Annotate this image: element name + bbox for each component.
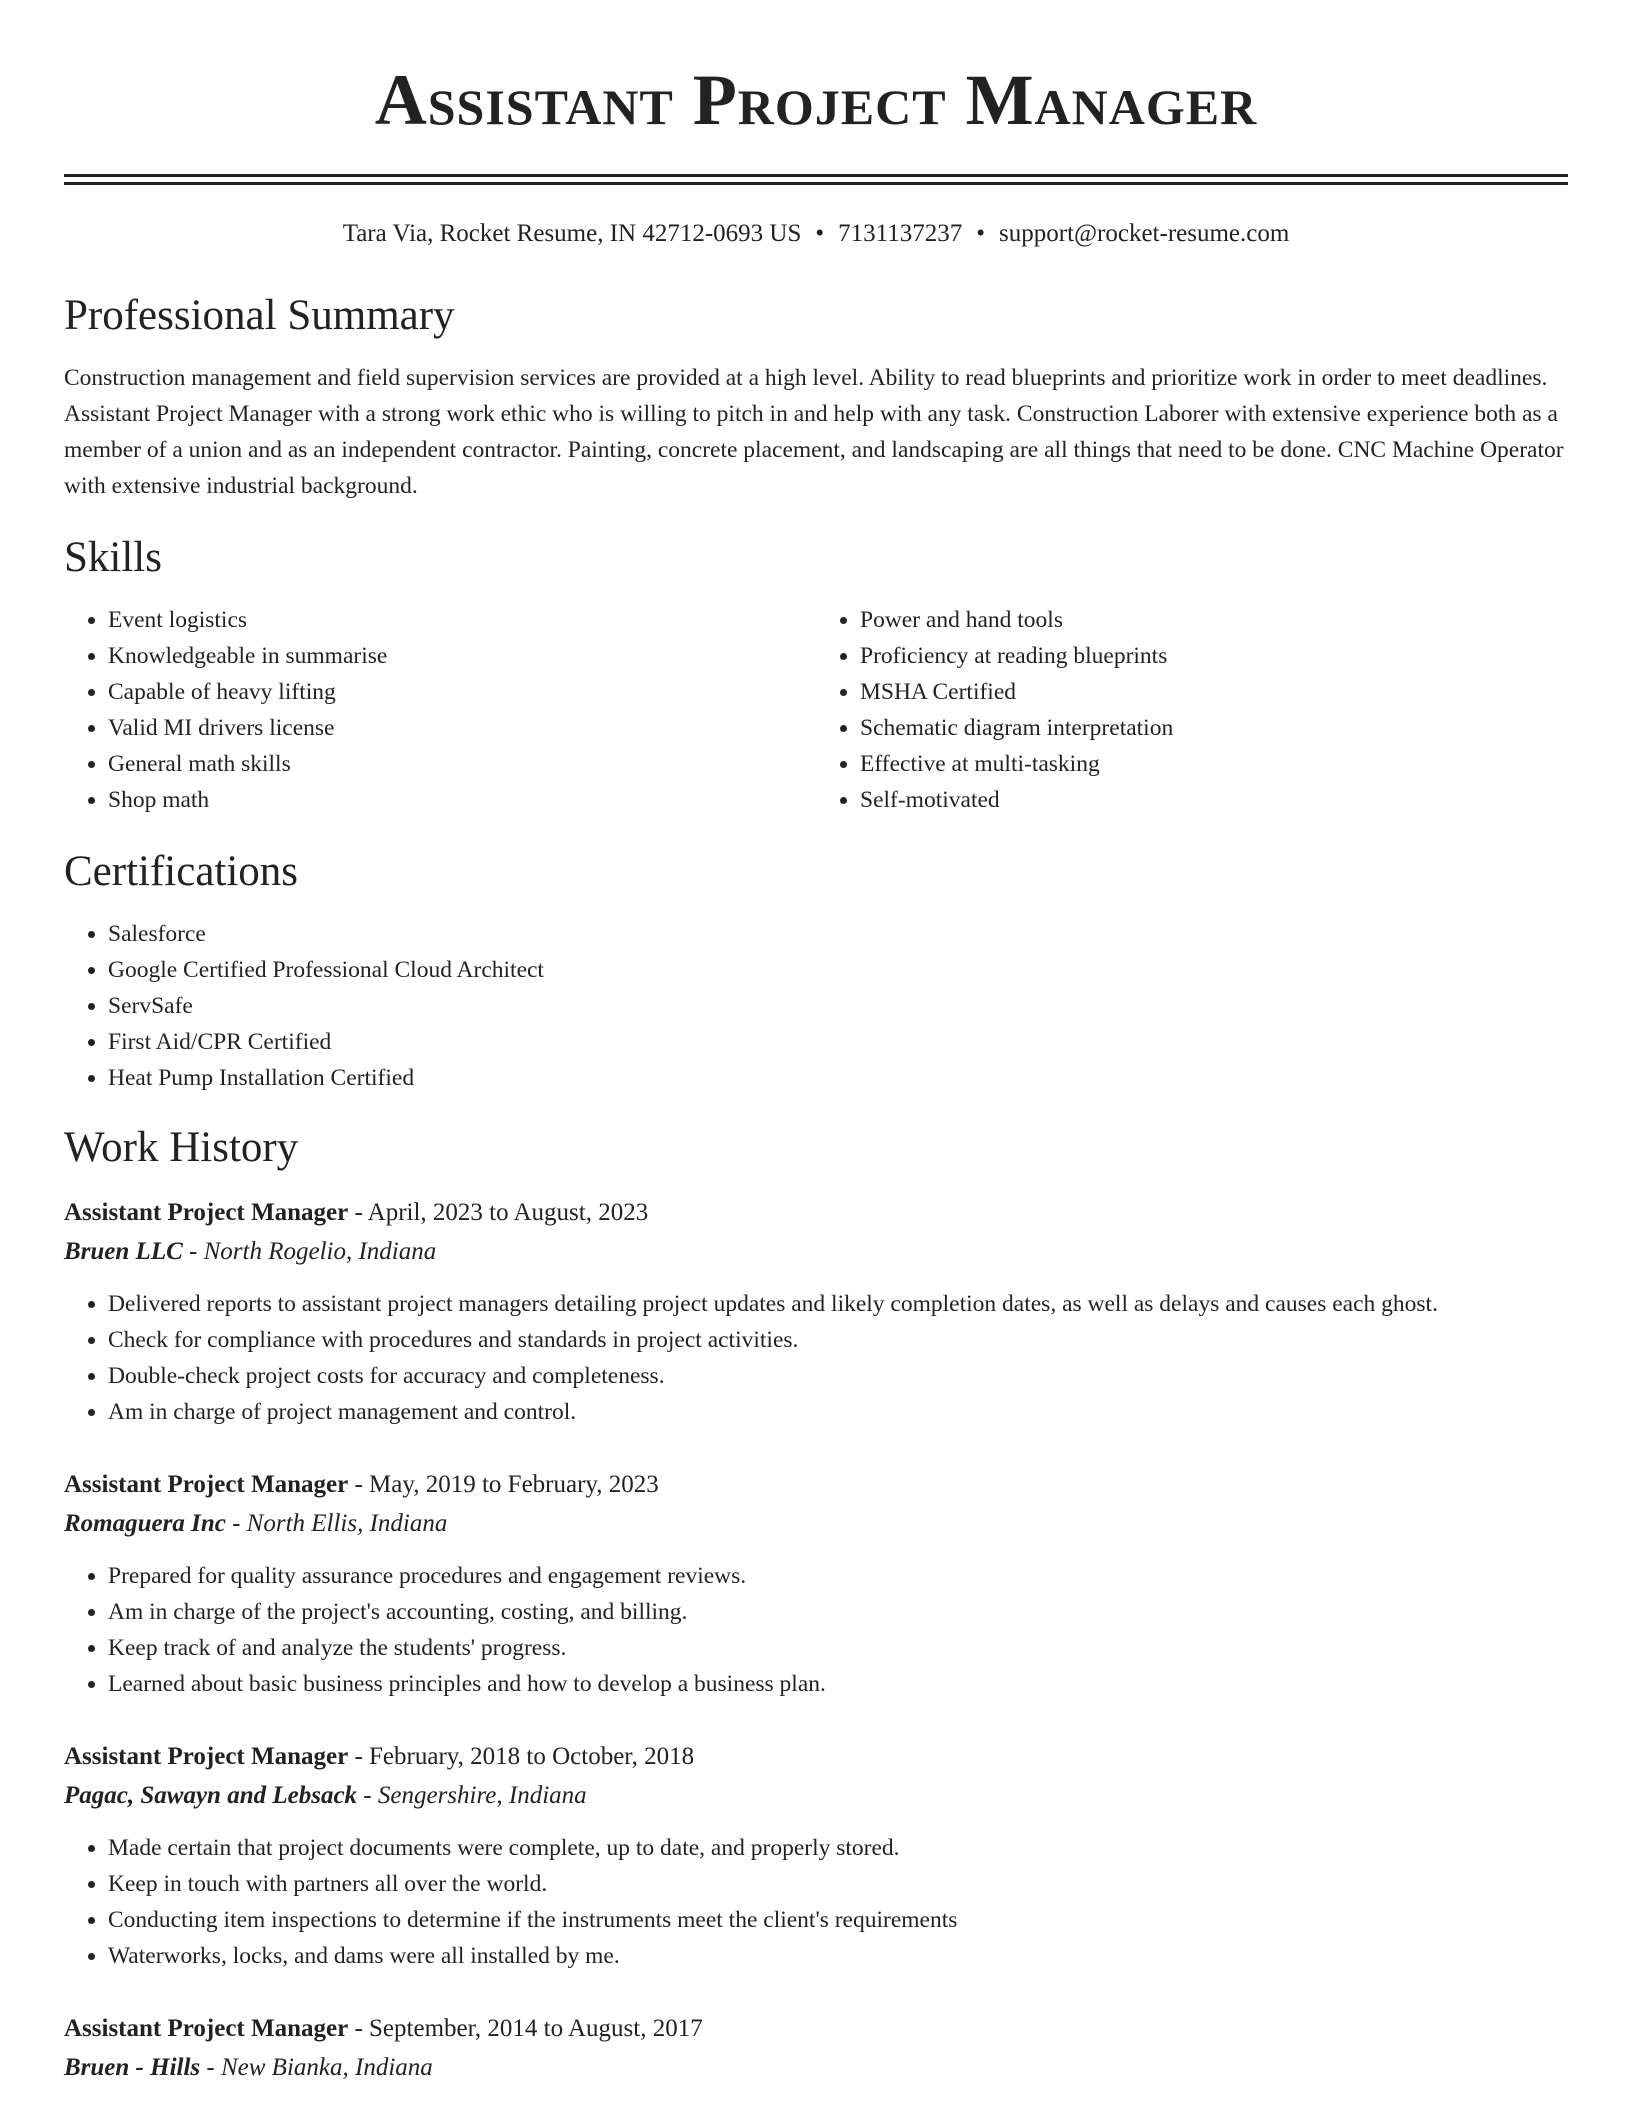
skills-list-right	[816, 602, 1568, 818]
job-bullet: • Keep in touch with partners all over the world.	[108, 1866, 1568, 1902]
job-title: Assistant Project Manager	[64, 1471, 349, 1498]
contact-separator: •	[976, 220, 986, 247]
job-bullet: • Keep track of and analyze the students' progress.	[108, 1630, 1568, 1666]
job-title: Assistant Project Manager	[64, 1743, 349, 1770]
skills-columns	[64, 602, 1568, 818]
job-entry	[64, 1738, 1568, 1974]
job-entry	[64, 1194, 1568, 1430]
page-title: Assistant Project Manager	[374, 60, 1258, 140]
skills-list-left	[64, 602, 816, 818]
job-dates: - September, 2014 to August, 2017	[348, 2015, 703, 2042]
job-company-line	[64, 1776, 1568, 1816]
work-history-heading: Work History	[64, 1124, 299, 1171]
certification-item: • Salesforce	[108, 916, 1568, 952]
job-company: Pagac, Sawayn and Lebsack	[64, 1782, 358, 1809]
certification-item: • ServSafe	[108, 988, 1568, 1024]
skill-item: • Valid MI drivers license	[108, 710, 816, 746]
skill-item: • MSHA Certified	[860, 674, 1568, 710]
job-bullet: • Am in charge of the project's accounting, costing, and billing.	[108, 1594, 1568, 1630]
job-company-line	[64, 1232, 1568, 1272]
skill-item: • Knowledgeable in summarise	[108, 638, 816, 674]
certifications-heading: Certifications	[64, 848, 299, 895]
job-bullet: • Delivered reports to assistant project managers detailing project updates and likely completion dates, as well as delays and causes each ghost.	[108, 1286, 1568, 1322]
job-bullets	[64, 1830, 1568, 1974]
job-company-line	[64, 2048, 1568, 2088]
job-dates: - February, 2018 to October, 2018	[348, 1743, 695, 1770]
summary-section	[64, 290, 1568, 504]
skill-item: • Shop math	[108, 782, 816, 818]
skill-item: • Proficiency at reading blueprints	[860, 638, 1568, 674]
contact-address: Tara Via, Rocket Resume, IN 42712-0693 US	[342, 220, 802, 247]
certifications-list	[64, 916, 1568, 1096]
certification-item: • Heat Pump Installation Certified	[108, 1060, 1568, 1096]
header-divider	[64, 174, 1568, 185]
job-bullet: • Conducting item inspections to determine if the instruments meet the client's requirements	[108, 1902, 1568, 1938]
contact-line	[64, 218, 1568, 250]
job-header	[64, 1466, 1568, 1504]
job-location: - North Rogelio, Indiana	[182, 1238, 437, 1265]
skill-item: • Schematic diagram interpretation	[860, 710, 1568, 746]
job-location: - Sengershire, Indiana	[357, 1782, 587, 1809]
skill-item: • Power and hand tools	[860, 602, 1568, 638]
job-company: Bruen LLC	[64, 1238, 183, 1265]
skills-section	[64, 532, 1568, 818]
job-dates: - April, 2023 to August, 2023	[348, 1199, 649, 1226]
job-company: Romaguera Inc	[64, 1510, 226, 1537]
skill-item: • Event logistics	[108, 602, 816, 638]
job-bullet: • Made certain that project documents were complete, up to date, and properly stored.	[108, 1830, 1568, 1866]
job-entry	[64, 2010, 1568, 2088]
summary-text: Construction management and field supervision services are provided at a high level. Ability to read blueprints and prioritize work in order to meet deadlines. Assistant Project Manager with a strong work ethic who is willing to pitch in and help with any task. Construction Laborer with extensive experience both as a member of a union and as an independent contractor. Painting, concrete placement, and landscaping are all things that need to be done. CNC Machine Operator with extensive industrial background.	[64, 365, 1564, 499]
job-header	[64, 1738, 1568, 1776]
skill-item: • Effective at multi-tasking	[860, 746, 1568, 782]
job-bullet: • Waterworks, locks, and dams were all installed by me.	[108, 1938, 1568, 1974]
summary-heading: Professional Summary	[64, 292, 455, 339]
job-entry	[64, 1466, 1568, 1702]
job-bullets	[64, 1558, 1568, 1702]
certifications-section	[64, 846, 1568, 1096]
skill-item: • Capable of heavy lifting	[108, 674, 816, 710]
work-history-section	[64, 1122, 1568, 2088]
contact-phone: 7131137237	[838, 220, 963, 247]
job-bullets	[64, 1286, 1568, 1430]
job-bullet: • Learned about basic business principles and how to develop a business plan.	[108, 1666, 1568, 1702]
job-location: - North Ellis, Indiana	[225, 1510, 448, 1537]
certification-item: • Google Certified Professional Cloud Architect	[108, 952, 1568, 988]
certification-item: • First Aid/CPR Certified	[108, 1024, 1568, 1060]
job-company-line	[64, 1504, 1568, 1544]
skill-item: • General math skills	[108, 746, 816, 782]
job-company: Bruen - Hills	[64, 2054, 201, 2081]
job-title: Assistant Project Manager	[64, 1199, 349, 1226]
job-bullet: • Check for compliance with procedures and standards in project activities.	[108, 1322, 1568, 1358]
contact-separator: •	[815, 220, 825, 247]
job-title: Assistant Project Manager	[64, 2015, 349, 2042]
job-location: - New Bianka, Indiana	[200, 2054, 433, 2081]
contact-email[interactable]: support@rocket-resume.com	[999, 220, 1290, 247]
job-bullet: • Prepared for quality assurance procedures and engagement reviews.	[108, 1558, 1568, 1594]
skills-heading: Skills	[64, 534, 162, 581]
job-header	[64, 1194, 1568, 1232]
skill-item: • Self-motivated	[860, 782, 1568, 818]
job-bullet: • Am in charge of project management and control.	[108, 1394, 1568, 1430]
job-header	[64, 2010, 1568, 2048]
job-dates: - May, 2019 to February, 2023	[348, 1471, 659, 1498]
job-bullet: • Double-check project costs for accuracy and completeness.	[108, 1358, 1568, 1394]
